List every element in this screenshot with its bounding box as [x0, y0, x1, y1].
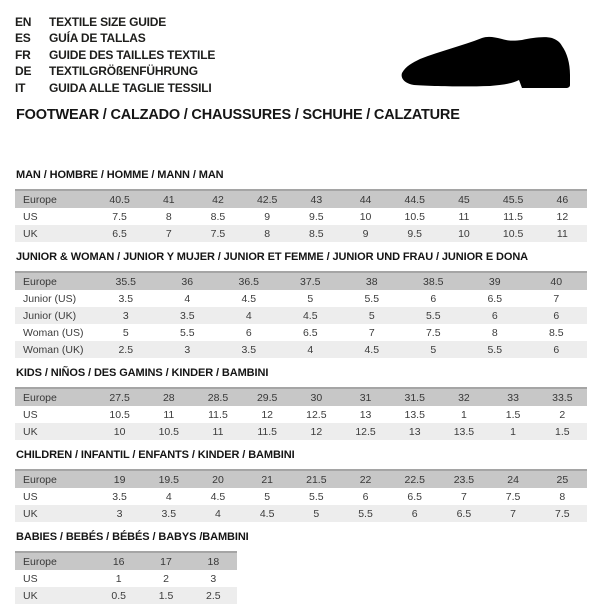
size-cell: 22.5 — [390, 470, 439, 488]
section-children — [15, 449, 586, 522]
size-cell: 36 — [157, 272, 219, 290]
size-cell: 7.5 — [505, 490, 521, 503]
language-label: GUIDE DES TAILLES TEXTILE — [49, 47, 216, 62]
size-cell: 21 — [243, 470, 292, 488]
size-cell: 7 — [368, 326, 375, 339]
language-label: TEXTILE SIZE GUIDE — [49, 15, 167, 29]
size-cell: 3.5 — [112, 490, 127, 503]
row-label: UK — [15, 423, 95, 440]
size-cell: 8.5 — [210, 210, 226, 223]
size-cell: 11.5 — [243, 423, 292, 440]
section-man — [15, 169, 586, 242]
size-cell: 0.5 — [95, 587, 142, 604]
row-label: US — [23, 210, 38, 223]
size-cell: 40 — [526, 272, 588, 290]
size-cell: 11.5 — [503, 210, 523, 223]
size-table-kids — [15, 387, 587, 440]
size-cell: 36.5 — [218, 272, 280, 290]
size-cell: 16 — [95, 552, 142, 570]
size-cell: 5 — [307, 292, 314, 305]
size-cell: 18 — [190, 552, 237, 570]
size-cell: 19 — [95, 470, 144, 488]
size-cell: 10.5 — [404, 210, 425, 223]
size-cell: 7 — [144, 225, 193, 242]
language-code: EN — [15, 15, 32, 29]
size-cell: 33 — [489, 388, 538, 406]
size-cell: 3 — [95, 307, 157, 324]
size-cell: 7.5 — [538, 505, 587, 522]
table-row — [15, 552, 237, 570]
size-cell: 8 — [491, 326, 498, 339]
size-cell: 42 — [193, 190, 242, 208]
size-cell: 6 — [245, 326, 252, 339]
section-title: BABIES / BEBÉS / BÉBÉS / BABYS /BAMBINI — [16, 531, 249, 544]
size-cell: 6.5 — [407, 490, 423, 503]
size-cell: 6 — [464, 307, 526, 324]
language-code: DE — [15, 64, 32, 79]
size-cell: 23.5 — [439, 470, 488, 488]
size-cell: 4 — [280, 341, 342, 358]
table-row — [15, 488, 587, 505]
section-babies — [15, 531, 586, 604]
language-row — [15, 30, 215, 46]
size-cell: 5.5 — [309, 490, 324, 503]
section-title: KIDS / NIÑOS / DES GAMINS / KINDER / BAMBINI — [16, 367, 269, 380]
size-cell: 4.5 — [210, 490, 226, 503]
size-table-man — [15, 189, 587, 242]
size-cell: 5 — [122, 326, 129, 339]
size-cell: 5.5 — [403, 307, 465, 324]
size-cell: 6 — [390, 505, 439, 522]
table-row — [15, 307, 587, 324]
size-cell: 4.5 — [243, 505, 292, 522]
table-row — [15, 272, 587, 290]
row-label: US — [23, 572, 38, 585]
size-cell: 6.5 — [95, 225, 144, 242]
size-cell: 7.5 — [425, 326, 441, 339]
row-label: Europe — [15, 388, 95, 406]
size-cell: 43 — [292, 190, 341, 208]
size-table-babies — [15, 551, 237, 604]
section-title: CHILDREN / INFANTIL / ENFANTS / KINDER / BAMBINI — [16, 449, 295, 462]
size-cell: 5 — [341, 307, 403, 324]
size-cell: 7 — [489, 505, 538, 522]
row-label: UK — [15, 587, 95, 604]
row-label: Europe — [15, 470, 95, 488]
section-title: MAN / HOMBRE / HOMME / MANN / MAN — [16, 169, 224, 182]
table-row — [15, 406, 587, 423]
size-cell: 44.5 — [390, 190, 439, 208]
size-cell: 24 — [489, 470, 538, 488]
size-cell: 4 — [184, 292, 191, 305]
size-cell: 12.5 — [306, 408, 327, 421]
size-cell: 19.5 — [144, 470, 193, 488]
size-cell: 13.5 — [404, 408, 425, 421]
size-table-junior-woman — [15, 271, 587, 358]
row-label: Woman (US) — [23, 326, 84, 339]
size-cell: 10 — [439, 225, 488, 242]
size-cell: 9.5 — [309, 210, 324, 223]
size-cell: 8 — [165, 210, 172, 223]
size-tables — [15, 169, 586, 604]
size-cell: 3.5 — [144, 505, 193, 522]
size-cell: 1 — [115, 572, 122, 585]
size-cell: 3.5 — [218, 341, 280, 358]
size-cell: 11 — [163, 408, 175, 421]
language-row — [15, 80, 215, 96]
size-cell: 8.5 — [292, 225, 341, 242]
size-cell: 3 — [95, 505, 144, 522]
size-cell: 6 — [526, 341, 588, 358]
size-cell: 13.5 — [439, 423, 488, 440]
size-cell: 13 — [390, 423, 439, 440]
dress-shoe-icon — [400, 33, 572, 91]
table-row — [15, 190, 587, 208]
size-cell: 5 — [264, 490, 271, 503]
size-cell: 39 — [464, 272, 526, 290]
size-cell: 20 — [193, 470, 242, 488]
size-cell: 32 — [439, 388, 488, 406]
size-cell: 27.5 — [95, 388, 144, 406]
size-cell: 7.5 — [112, 210, 127, 223]
size-cell: 4 — [218, 307, 280, 324]
size-cell: 5.5 — [341, 505, 390, 522]
size-cell: 6.5 — [439, 505, 488, 522]
size-cell: 2.5 — [95, 341, 157, 358]
size-cell: 25 — [538, 470, 587, 488]
size-cell: 11 — [458, 210, 470, 223]
size-cell: 33.5 — [538, 388, 587, 406]
size-cell: 7 — [460, 490, 467, 503]
size-cell: 2.5 — [190, 587, 237, 604]
size-cell: 1 — [489, 423, 538, 440]
size-cell: 1.5 — [142, 587, 189, 604]
size-cell: 6.5 — [487, 292, 503, 305]
row-label: Europe — [15, 190, 95, 208]
size-cell: 5.5 — [464, 341, 526, 358]
size-cell: 42.5 — [243, 190, 292, 208]
language-row — [15, 14, 215, 30]
size-cell: 10.5 — [144, 423, 193, 440]
table-row — [15, 341, 587, 358]
size-cell: 38.5 — [403, 272, 465, 290]
row-label: Europe — [15, 552, 95, 570]
size-cell: 4.5 — [341, 341, 403, 358]
language-label: GUÍA DE TALLAS — [49, 31, 146, 46]
size-cell: 12 — [556, 210, 569, 223]
size-cell: 41 — [144, 190, 193, 208]
language-label: TEXTILGRÖßENFÜHRUNG — [49, 64, 198, 79]
table-row — [15, 505, 587, 522]
language-row — [15, 47, 215, 63]
size-cell: 4 — [165, 490, 172, 503]
row-label: US — [23, 408, 38, 421]
table-row — [15, 225, 587, 242]
table-row — [15, 470, 587, 488]
language-code: FR — [15, 47, 31, 62]
size-cell: 44 — [341, 190, 390, 208]
size-cell: 38 — [341, 272, 403, 290]
language-row — [15, 63, 215, 79]
size-cell: 22 — [341, 470, 390, 488]
size-cell: 11 — [193, 423, 242, 440]
size-cell: 5.5 — [179, 326, 195, 339]
size-cell: 8 — [559, 490, 566, 503]
table-row — [15, 587, 237, 604]
row-label: Woman (UK) — [15, 341, 95, 358]
table-row — [15, 324, 587, 341]
row-label: UK — [15, 225, 95, 242]
row-label: UK — [15, 505, 95, 522]
table-row — [15, 388, 587, 406]
language-code: IT — [15, 80, 26, 95]
size-cell: 2 — [163, 572, 169, 585]
size-cell: 9 — [264, 210, 271, 223]
category-title: FOOTWEAR / CALZADO / CHAUSSURES / SCHUHE / CALZATURE — [16, 107, 460, 124]
size-cell: 5 — [292, 505, 341, 522]
size-cell: 2 — [559, 408, 566, 421]
row-label: Junior (US) — [23, 292, 77, 305]
size-cell: 7 — [553, 292, 560, 305]
size-cell: 8.5 — [548, 326, 564, 339]
size-cell: 4 — [193, 505, 242, 522]
size-cell: 3 — [210, 572, 217, 585]
size-cell: 29.5 — [243, 388, 292, 406]
size-cell: 5.5 — [364, 292, 380, 305]
size-cell: 6 — [526, 307, 588, 324]
size-cell: 5 — [403, 341, 465, 358]
row-label: US — [23, 490, 38, 503]
size-cell: 40.5 — [95, 190, 144, 208]
size-cell: 46 — [538, 190, 587, 208]
size-cell: 4.5 — [241, 292, 257, 305]
size-cell: 11.5 — [208, 408, 228, 421]
size-cell: 10 — [359, 210, 372, 223]
size-cell: 12.5 — [341, 423, 390, 440]
row-label: Junior (UK) — [15, 307, 95, 324]
size-cell: 21.5 — [292, 470, 341, 488]
table-row — [15, 208, 587, 225]
size-cell: 30 — [292, 388, 341, 406]
header — [15, 12, 586, 96]
size-cell: 6 — [430, 292, 437, 305]
size-cell: 31 — [341, 388, 390, 406]
size-cell: 10.5 — [109, 408, 130, 421]
size-cell: 1.5 — [538, 423, 587, 440]
table-row — [15, 290, 587, 307]
row-label: Europe — [15, 272, 95, 290]
size-cell: 45.5 — [489, 190, 538, 208]
language-list — [15, 12, 215, 96]
size-cell: 37.5 — [280, 272, 342, 290]
language-code: ES — [15, 31, 31, 46]
size-cell: 8 — [243, 225, 292, 242]
size-cell: 3.5 — [118, 292, 134, 305]
size-cell: 35.5 — [95, 272, 157, 290]
size-cell: 6.5 — [302, 326, 318, 339]
size-cell: 10 — [95, 423, 144, 440]
size-table-children — [15, 469, 587, 522]
size-cell: 9 — [341, 225, 390, 242]
language-label: GUIDA ALLE TAGLIE TESSILI — [49, 80, 212, 95]
size-cell: 28.5 — [193, 388, 242, 406]
size-cell: 11 — [538, 225, 587, 242]
size-cell: 31.5 — [390, 388, 439, 406]
size-cell: 4.5 — [280, 307, 342, 324]
section-junior-woman — [15, 251, 586, 358]
table-row — [15, 423, 587, 440]
table-row — [15, 570, 237, 587]
size-cell: 13 — [359, 408, 372, 421]
size-cell: 10.5 — [489, 225, 538, 242]
size-cell: 12 — [292, 423, 341, 440]
size-cell: 45 — [439, 190, 488, 208]
size-cell: 1 — [460, 408, 467, 421]
size-cell: 1.5 — [505, 408, 521, 421]
section-title: JUNIOR & WOMAN / JUNIOR Y MUJER / JUNIOR ET FEMME / JUNIOR UND FRAU / JUNIOR E DONA — [16, 251, 529, 264]
size-cell: 9.5 — [390, 225, 439, 242]
size-cell: 17 — [142, 552, 189, 570]
size-cell: 28 — [144, 388, 193, 406]
section-kids — [15, 367, 586, 440]
size-cell: 3.5 — [157, 307, 219, 324]
size-cell: 12 — [261, 408, 273, 421]
size-cell: 6 — [362, 490, 369, 503]
size-cell: 7.5 — [193, 225, 242, 242]
size-cell: 3 — [157, 341, 219, 358]
